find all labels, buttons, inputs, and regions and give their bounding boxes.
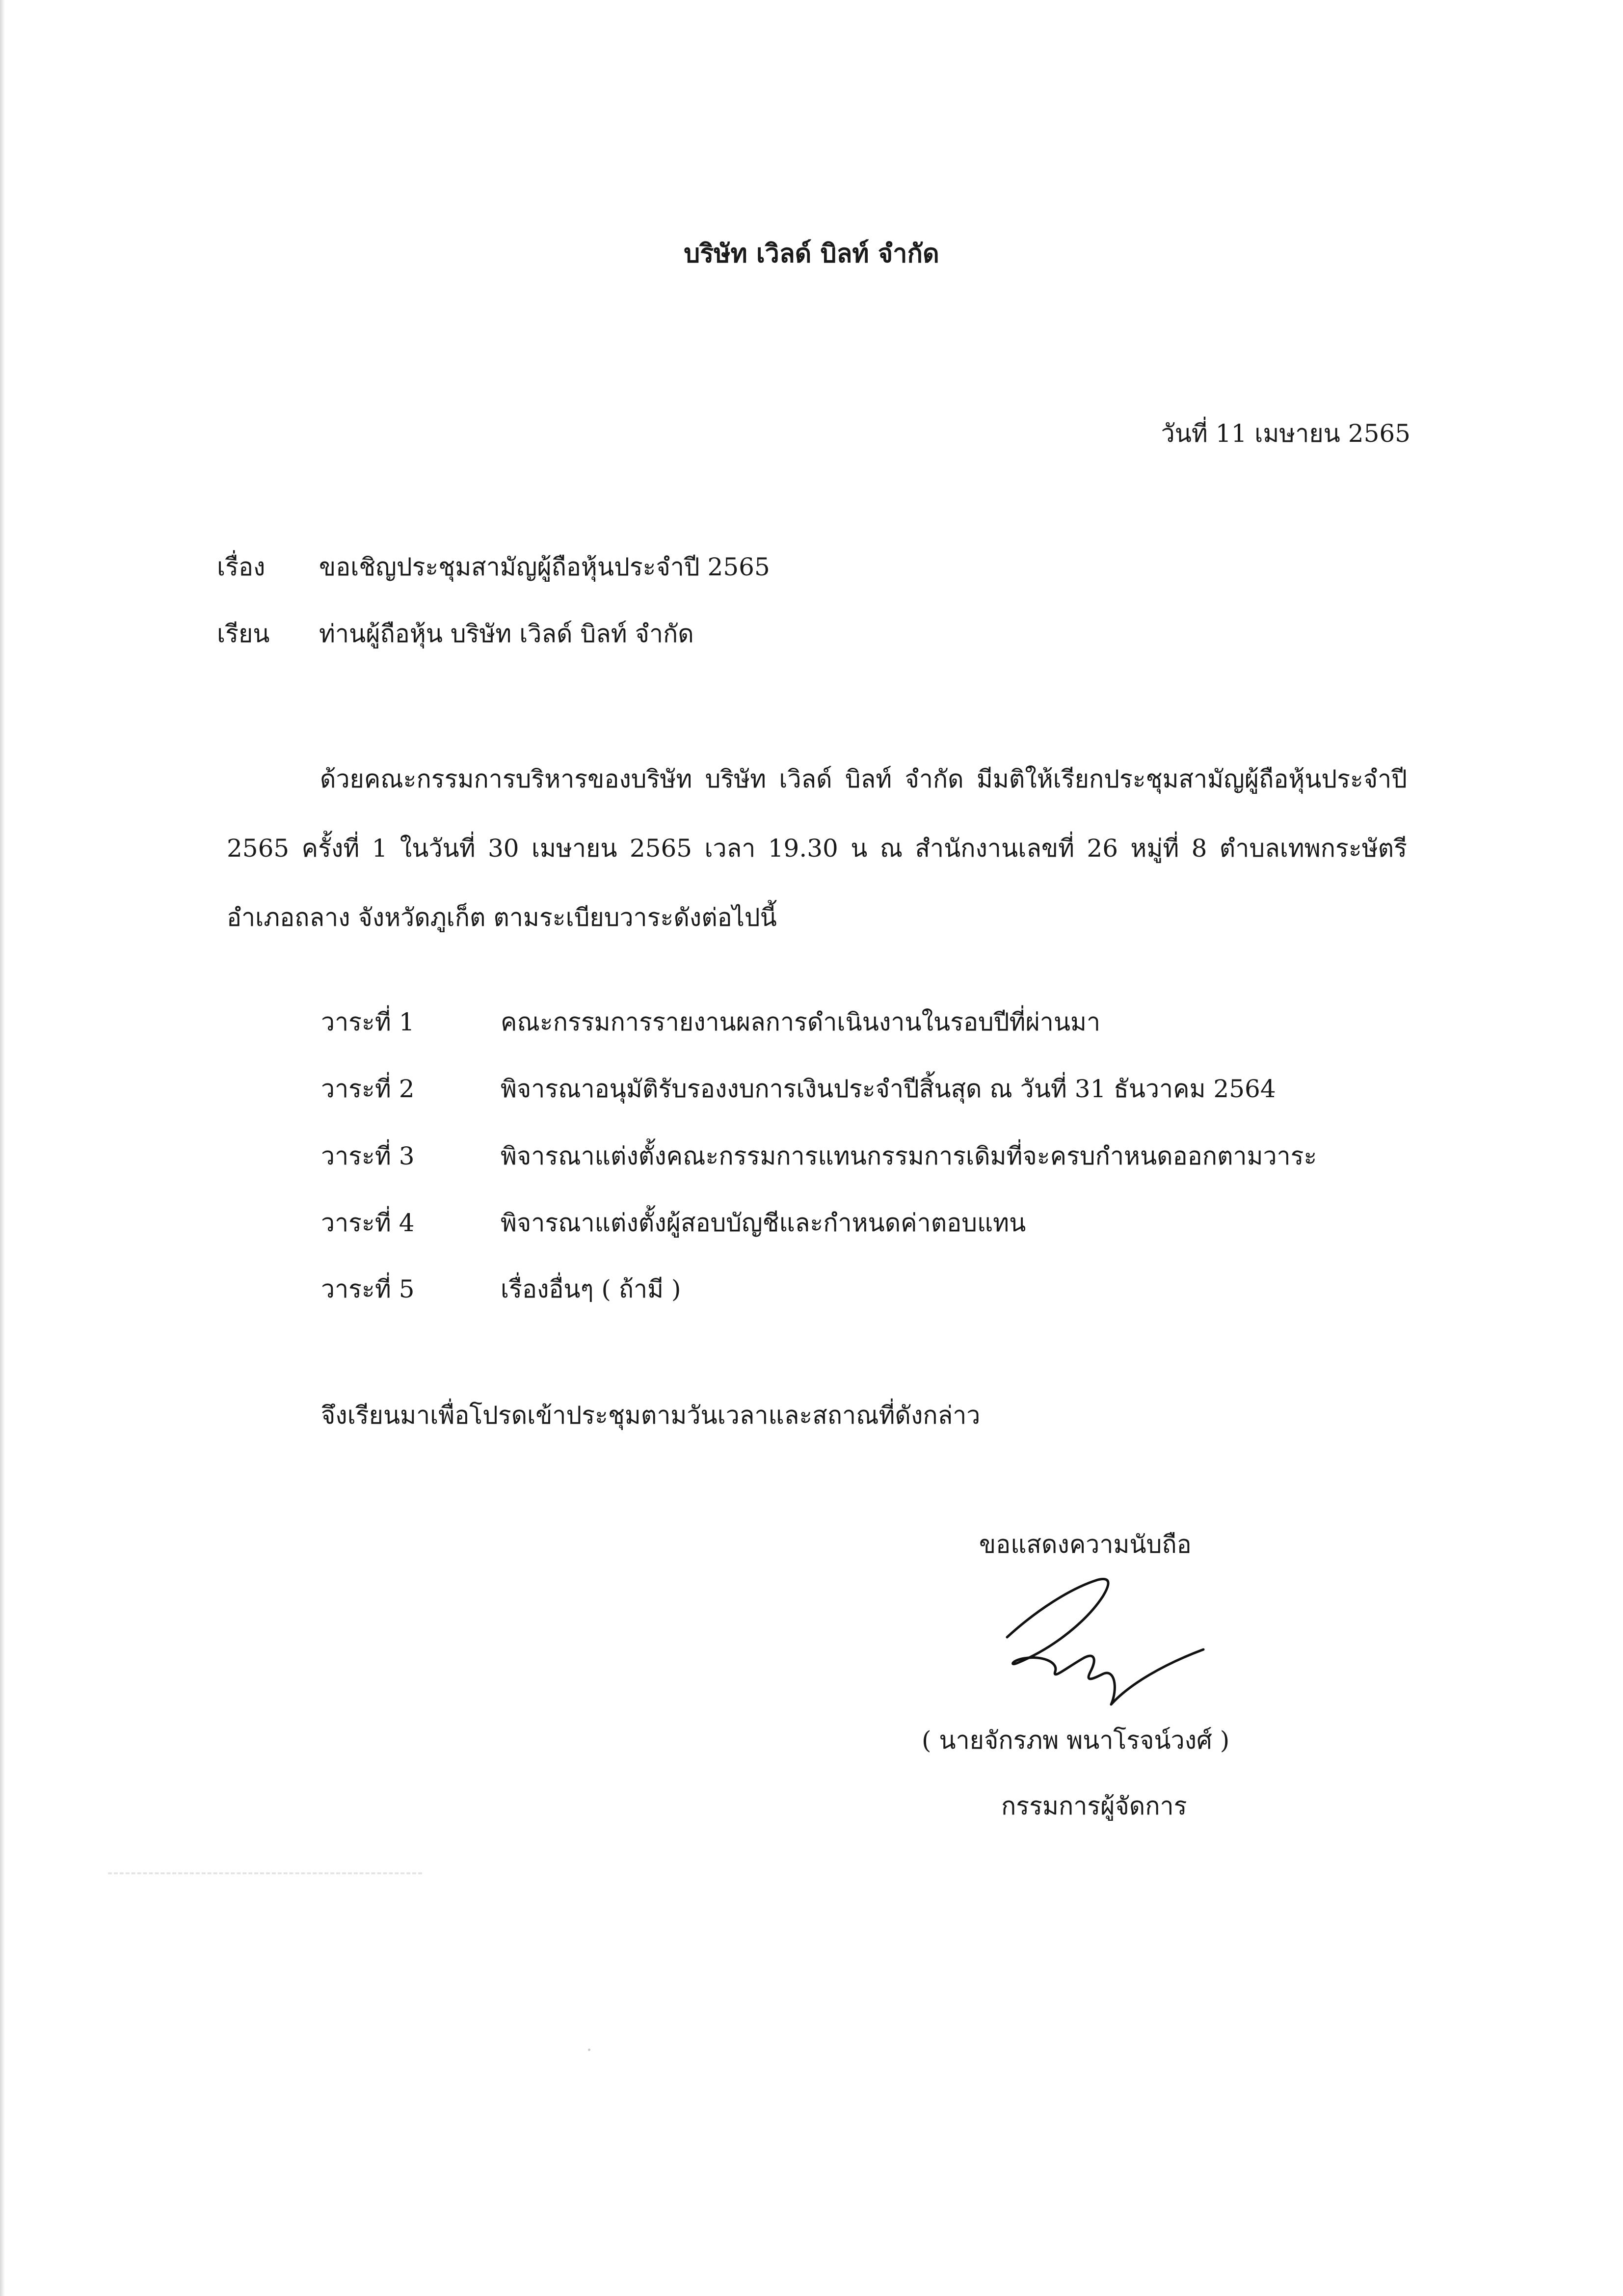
agenda-item-1-number: วาระที่ 1 — [321, 1008, 415, 1036]
signer-title: กรรมการผู้จัดการ — [1001, 1792, 1187, 1820]
subject-label: เรื่อง — [217, 553, 266, 581]
agenda-item-2-number: วาระที่ 2 — [321, 1075, 415, 1103]
recipient-value: ท่านผู้ถือหุ้น บริษัท เวิลด์ บิลท์ จำกัด — [319, 620, 694, 648]
agenda-item-5-number: วาระที่ 5 — [321, 1275, 415, 1303]
subject-value: ขอเชิญประชุมสามัญผู้ถือหุ้นประจำปี 2565 — [319, 553, 770, 581]
scan-edge-shadow — [0, 0, 5, 2296]
agenda-item-3-number: วาระที่ 3 — [321, 1142, 415, 1170]
agenda-item-5-text: เรื่องอื่นๆ ( ถ้ามี ) — [501, 1275, 681, 1303]
scan-artifact-dashes — [108, 1872, 422, 1876]
agenda-item-4-text: พิจารณาแต่งตั้งผู้สอบบัญชีและกำหนดค่าตอบแทน — [501, 1209, 1026, 1237]
closing-regards: ขอแสดงความนับถือ — [979, 1530, 1192, 1559]
signer-name: ( นายจักรภพ พนาโรจน์วงศ์ ) — [922, 1726, 1230, 1755]
signature-stroke — [1007, 1579, 1203, 1704]
agenda-item-1-text: คณะกรรมการรายงานผลการดำเนินงานในรอบปีที่ผ่านมา — [501, 1008, 1101, 1036]
closing-line: จึงเรียนมาเพื่อโปรดเข้าประชุมตามวันเวลาและสถาณที่ดังกล่าว — [321, 1401, 981, 1430]
company-title: บริษัท เวิลด์ บิลท์ จำกัด — [684, 239, 939, 269]
handwritten-signature — [997, 1576, 1208, 1708]
scan-artifact-dot — [588, 2049, 590, 2051]
body-paragraph: ด้วยคณะกรรมการบริหารของบริษัท บริษัท เวิลด์ บิลท์ จำกัด มีมติให้เรียกประชุมสามัญผู้ถือหุ้นประจำปี 2565 ครั้งที่ 1 ในวันที่ 30 เมษายน 2565 เวลา 19.30 น ณ สำนักงานเลขที่ 26 หมู่ที่ 8 ตำบลเทพกระษัตรี อำเภอถลาง จังหวัดภูเก็ต ตามระเบียบวาระดังต่อไปนี้ — [227, 765, 1407, 932]
agenda-item-4-number: วาระที่ 4 — [321, 1209, 415, 1237]
agenda-item-3-text: พิจารณาแต่งตั้งคณะกรรมการแทนกรรมการเดิมที่จะครบกำหนดออกตามวาระ — [501, 1142, 1317, 1170]
agenda-item-2-text: พิจารณาอนุมัติรับรองงบการเงินประจำปีสิ้นสุด ณ วันที่ 31 ธันวาคม 2564 — [501, 1075, 1276, 1103]
recipient-label: เรียน — [217, 620, 270, 648]
letter-date: วันที่ 11 เมษายน 2565 — [1161, 419, 1410, 448]
